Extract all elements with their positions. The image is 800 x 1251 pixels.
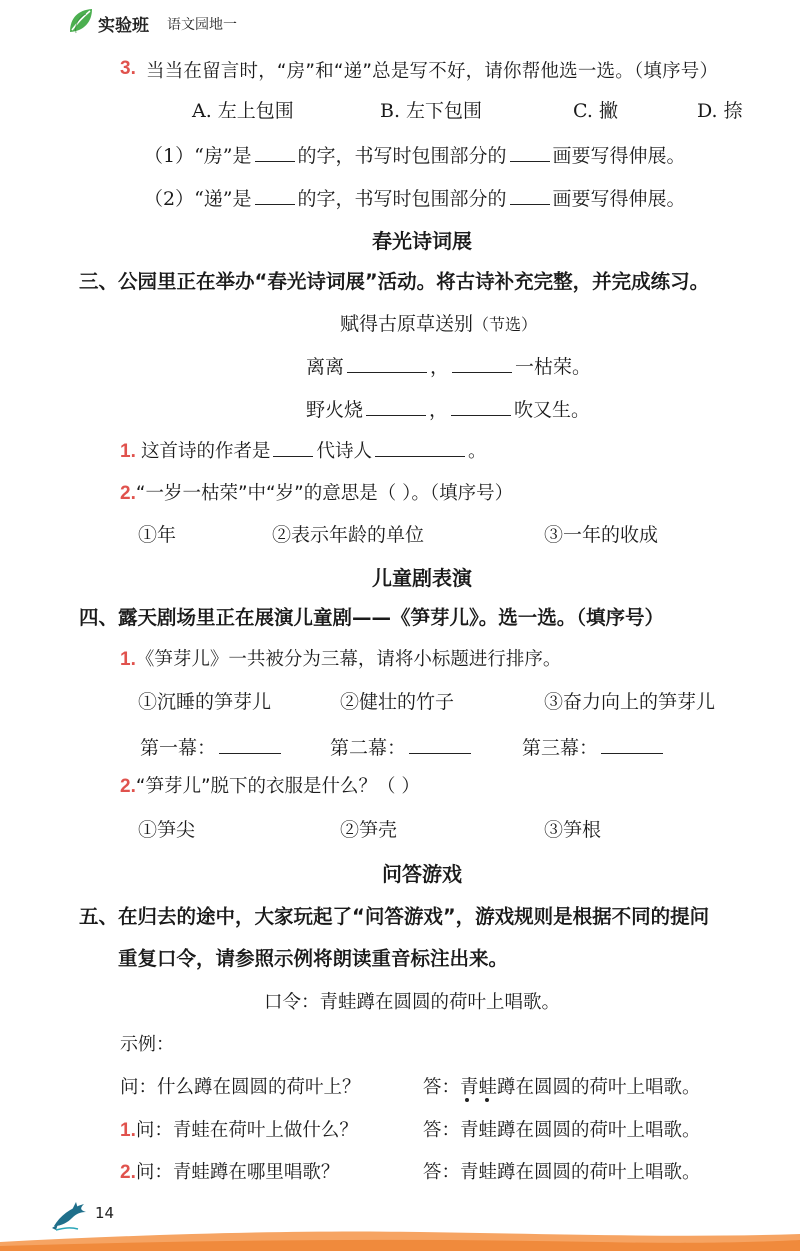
qa-example-answer: 答：青蛙蹲在圆圆的荷叶上唱歌。: [423, 1077, 701, 1098]
brand-label: 实验班: [98, 16, 149, 36]
section-instruction-4: 四、露天剧场里正在展演儿童剧——《笋芽儿》。选一选。（填序号）: [79, 606, 665, 629]
qa-example-label: 示例：: [120, 1034, 174, 1055]
drama-q2-option-3: ③笋根: [544, 819, 602, 841]
act-2: 第二幕：: [330, 733, 474, 760]
section-instruction-3: 三、公园里正在举办“春光诗词展”活动。将古诗补充完整，并完成练习。: [79, 270, 710, 293]
answer-blank[interactable]: [375, 455, 465, 457]
drama-q2-option-1: ①笋尖: [138, 819, 196, 841]
qa-q2: 2.问：青蛙蹲在哪里唱歌？: [120, 1162, 340, 1183]
answer-blank[interactable]: [255, 203, 295, 205]
poem-line-1: 离离 ， 一枯荣。: [306, 356, 592, 378]
answer-blank[interactable]: [601, 752, 663, 754]
answer-blank[interactable]: [255, 160, 295, 162]
drama-q1-option-3: ③奋力向上的笋芽儿: [544, 691, 716, 713]
section-title-drama: 儿童剧表演: [372, 566, 472, 590]
drama-q1: 1.《笋芽儿》一共被分为三幕，请将小标题进行排序。: [120, 649, 562, 670]
answer-blank[interactable]: [451, 414, 511, 416]
poem-q2: 2.“一岁一枯荣”中“岁”的意思是（ ）。（填序号）: [120, 483, 514, 504]
q3-option-a: A. 左上包围: [192, 100, 294, 122]
q3-option-c: C. 撇: [573, 100, 618, 122]
answer-blank[interactable]: [366, 414, 426, 416]
q3-option-b: B. 左下包围: [380, 100, 483, 122]
qa-example-question: 问：什么蹲在圆圆的荷叶上？: [120, 1077, 361, 1098]
answer-blank[interactable]: [452, 371, 512, 373]
q3-option-d: D. 捺: [697, 100, 743, 122]
q3-line-1: （1）“房”是 的字，书写时包围部分的 画要写得伸展。: [144, 145, 686, 167]
section-instruction-5-line-2: 重复口令，请参照示例将朗读重音标注出来。: [118, 947, 509, 970]
answer-blank[interactable]: [347, 371, 427, 373]
q3-number: 3.: [120, 58, 136, 79]
stress-mark-dot: [465, 1098, 469, 1102]
drama-q2: 2.“笋芽儿”脱下的衣服是什么？（ ）: [120, 776, 420, 797]
poem-q2-option-2: ②表示年龄的单位: [272, 524, 425, 546]
answer-blank[interactable]: [273, 455, 313, 457]
page-number: 14: [95, 1204, 115, 1222]
drama-q2-option-2: ②笋壳: [340, 819, 398, 841]
section-title-spring: 春光诗词展: [372, 229, 472, 253]
qa-q2-answer[interactable]: 答：青蛙蹲在圆圆的荷叶上唱歌。: [423, 1162, 701, 1183]
section-instruction-5-line-1: 五、在归去的途中，大家玩起了“问答游戏”，游戏规则是根据不同的提问: [79, 905, 710, 928]
drama-q1-option-1: ①沉睡的笋芽儿: [138, 691, 272, 713]
drama-q1-option-2: ②健壮的竹子: [340, 691, 455, 713]
qa-q1: 1.问：青蛙在荷叶上做什么？: [120, 1120, 358, 1141]
answer-blank[interactable]: [219, 752, 281, 754]
answer-blank[interactable]: [409, 752, 471, 754]
stress-mark-dot: [485, 1098, 489, 1102]
section-title-qa: 问答游戏: [382, 862, 462, 886]
leaf-logo-icon: [66, 6, 96, 36]
unit-label: 语文园地一: [167, 17, 237, 33]
poem-title: 赋得古原草送别（节选）: [340, 313, 538, 335]
poem-q2-option-1: ①年: [138, 524, 177, 546]
poem-q1: 1. 这首诗的作者是 代诗人 。: [120, 441, 487, 462]
qa-command: 口令：青蛙蹲在圆圆的荷叶上唱歌。: [264, 992, 561, 1013]
q3-prompt: 当当在留言时，“房”和“递”总是写不好，请你帮他选一选。（填序号）: [146, 61, 719, 82]
answer-blank[interactable]: [510, 203, 550, 205]
answer-blank[interactable]: [510, 160, 550, 162]
act-1: 第一幕：: [140, 733, 284, 760]
act-3: 第三幕：: [522, 733, 666, 760]
footer-wave: [0, 1224, 800, 1251]
q3-line-2: （2）“递”是 的字，书写时包围部分的 画要写得伸展。: [144, 188, 686, 210]
poem-line-2: 野火烧 ， 吹又生。: [306, 399, 591, 421]
poem-q2-option-3: ③一年的收成: [544, 524, 659, 546]
qa-q1-answer[interactable]: 答：青蛙蹲在圆圆的荷叶上唱歌。: [423, 1120, 701, 1141]
